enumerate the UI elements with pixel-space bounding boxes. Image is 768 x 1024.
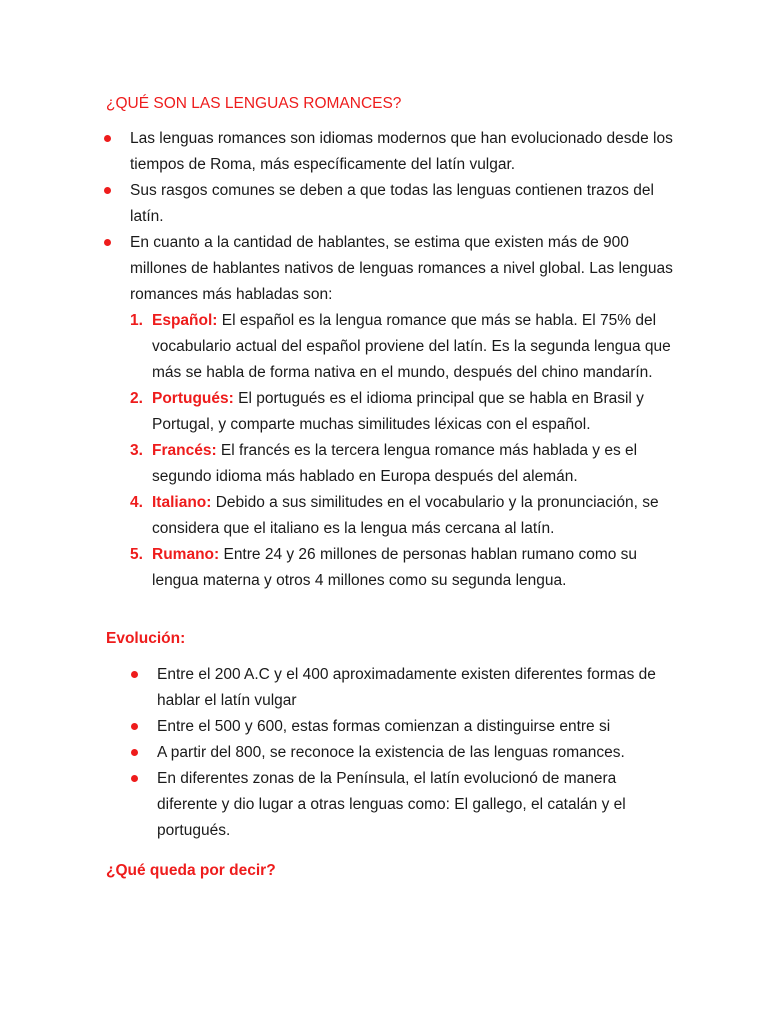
- language-item-rumano: [130, 542, 674, 594]
- language-name: Portugués:: [152, 390, 234, 407]
- language-name: Rumano:: [152, 546, 220, 563]
- language-description: El español es la lengua romance que más se habla. El 75% del vocabulario actual del español proviene del latín. Es la segunda lengua que más se habla de forma nativa en el mundo, después del chino mandarín.: [152, 312, 671, 381]
- list-number: 3.: [130, 442, 143, 459]
- list-item: [104, 230, 674, 594]
- section-heading-que-queda: ¿Qué queda por decir?: [106, 862, 276, 879]
- list-item: [131, 714, 661, 740]
- bullet-icon: [104, 239, 111, 246]
- language-item-italiano: [130, 490, 674, 542]
- section-heading-lenguas-romances: ¿QUÉ SON LAS LENGUAS ROMANCES?: [106, 95, 402, 112]
- language-name: Francés:: [152, 442, 217, 459]
- language-description: Entre 24 y 26 millones de personas hablan rumano como su lengua materna y otros 4 millones como su segunda lengua.: [152, 546, 638, 589]
- bullet-list-definition: [104, 126, 674, 594]
- list-item-text: En cuanto a la cantidad de hablantes, se estima que existen más de 900 millones de hablantes nativos de lenguas romances a nivel global. Las lenguas romances más habladas son:: [130, 234, 673, 303]
- language-item-frances: [130, 438, 674, 490]
- bullet-icon: [104, 187, 111, 194]
- list-number: 2.: [130, 390, 143, 407]
- list-item-text: Entre el 500 y 600, estas formas comienzan a distinguirse entre si: [157, 718, 611, 735]
- numbered-list-languages: [130, 308, 674, 594]
- language-name: Español:: [152, 312, 218, 329]
- list-number: 5.: [130, 546, 143, 563]
- bullet-icon: [131, 775, 138, 782]
- language-description: Debido a sus similitudes en el vocabulario y la pronunciación, se considera que el italiano es la lengua más cercana al latín.: [152, 494, 659, 537]
- bullet-icon: [131, 723, 138, 730]
- list-item-text: Entre el 200 A.C y el 400 aproximadamente existen diferentes formas de hablar el latín vulgar: [157, 666, 656, 709]
- section-heading-evolucion: Evolución:: [106, 630, 186, 647]
- list-item: [131, 740, 661, 766]
- language-item-portugues: [130, 386, 674, 438]
- language-description: El portugués es el idioma principal que se habla en Brasil y Portugal, y comparte muchas similitudes léxicas con el español.: [152, 390, 644, 433]
- bullet-icon: [104, 135, 111, 142]
- language-name: Italiano:: [152, 494, 212, 511]
- list-item-text: Sus rasgos comunes se deben a que todas las lenguas contienen trazos del latín.: [130, 182, 654, 225]
- bullet-icon: [131, 671, 138, 678]
- list-item-text: En diferentes zonas de la Península, el latín evolucionó de manera diferente y dio lugar a otras lenguas como: El gallego, el catalán y el portugués.: [157, 770, 626, 839]
- language-description: El francés es la tercera lengua romance más hablada y es el segundo idioma más hablado en Europa después del alemán.: [152, 442, 638, 485]
- list-item: [104, 126, 674, 178]
- list-item: [104, 178, 674, 230]
- list-number: 4.: [130, 494, 143, 511]
- bullet-list-evolution: [131, 662, 661, 844]
- list-item: [131, 766, 661, 844]
- list-item-text: Las lenguas romances son idiomas modernos que han evolucionado desde los tiempos de Roma, más específicamente del latín vulgar.: [130, 130, 673, 173]
- language-item-espanol: [130, 308, 674, 386]
- list-number: 1.: [130, 312, 143, 329]
- list-item: [131, 662, 661, 714]
- bullet-icon: [131, 749, 138, 756]
- list-item-text: A partir del 800, se reconoce la existencia de las lenguas romances.: [157, 744, 625, 761]
